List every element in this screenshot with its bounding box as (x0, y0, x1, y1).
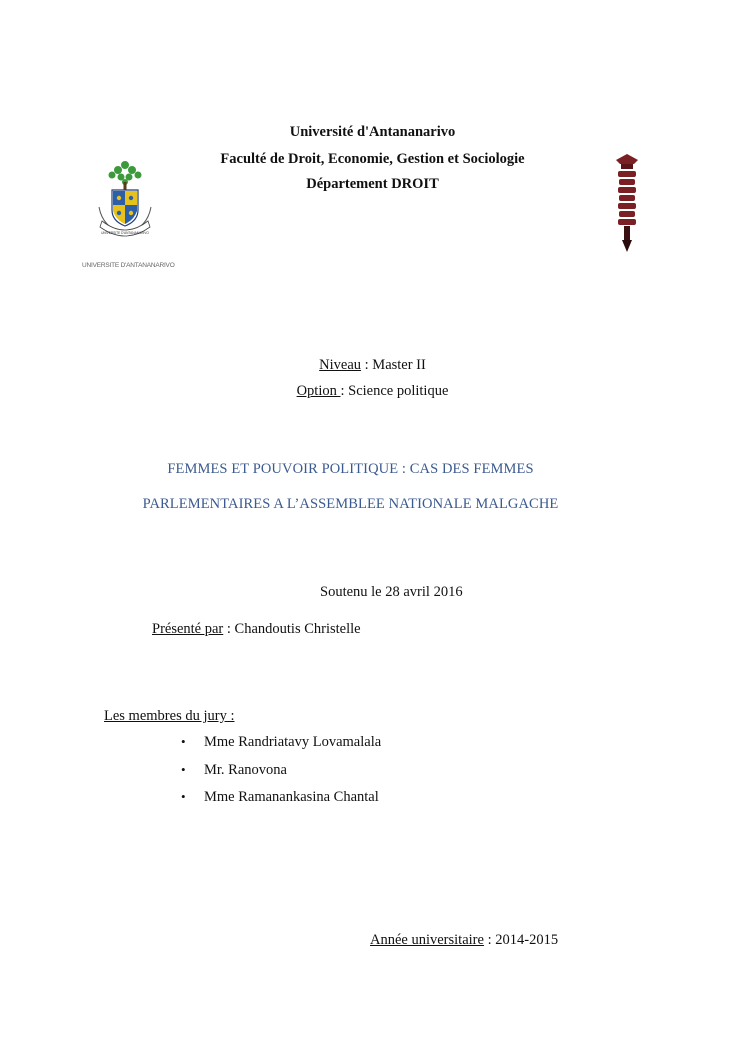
level-separator: : (361, 357, 373, 373)
bullet-icon: • (181, 734, 186, 749)
list-item (181, 761, 381, 789)
university-emblem-icon (85, 155, 165, 245)
thesis-title-line-1: FEMMES ET POUVOIR POLITIQUE : CAS DES FEMMES (167, 461, 534, 477)
university-logo-caption: UNIVERSITE D'ANTANANARIVO (82, 262, 175, 269)
list-item (181, 788, 381, 816)
department-emblem (612, 152, 642, 257)
defense-date: Soutenu le 28 avril 2016 (320, 584, 463, 600)
level-label: Niveau (319, 357, 362, 373)
level-line (0, 357, 745, 374)
jury-member-name: Mme Ramanankasina Chantal (204, 789, 379, 805)
university-name: Université d'Antananarivo (289, 124, 456, 140)
presenter-separator: : (223, 621, 235, 637)
jury-heading: Les membres du jury : (104, 708, 235, 724)
option-value: Science politique (348, 383, 449, 399)
department-name: Département DROIT (306, 176, 439, 192)
bullet-icon: • (181, 761, 186, 777)
level-value: Master II (372, 357, 426, 373)
svg-text:UNIVERSITE D'ANTANANARIVO: UNIVERSITE D'ANTANANARIVO (101, 231, 149, 235)
academic-year-separator: : (483, 932, 496, 948)
presenter-name: Chandoutis Christelle (234, 621, 361, 637)
list-item (181, 733, 381, 761)
thesis-title-line-2: PARLEMENTAIRES A L’ASSEMBLEE NATIONALE MALGACHE (142, 496, 559, 512)
academic-year-label: Année universitaire (370, 932, 484, 948)
faculty-name: Faculté de Droit, Economie, Gestion et Sociologie (220, 151, 525, 167)
presenter-label: Présenté par (152, 621, 224, 637)
university-logo (82, 155, 175, 269)
jury-list (181, 733, 381, 816)
option-label: Option (296, 383, 341, 399)
jury-member-name: Mr. Ranovona (204, 761, 287, 778)
presenter-line (152, 621, 361, 638)
academic-year-line (370, 932, 558, 949)
option-separator: : (340, 383, 349, 399)
bullet-icon: • (181, 789, 186, 804)
jury-member-name: Mme Randriatavy Lovamalala (204, 734, 382, 750)
option-line (0, 383, 745, 400)
academic-year-value: 2014-2015 (495, 932, 559, 948)
totem-emblem-icon (612, 152, 642, 257)
